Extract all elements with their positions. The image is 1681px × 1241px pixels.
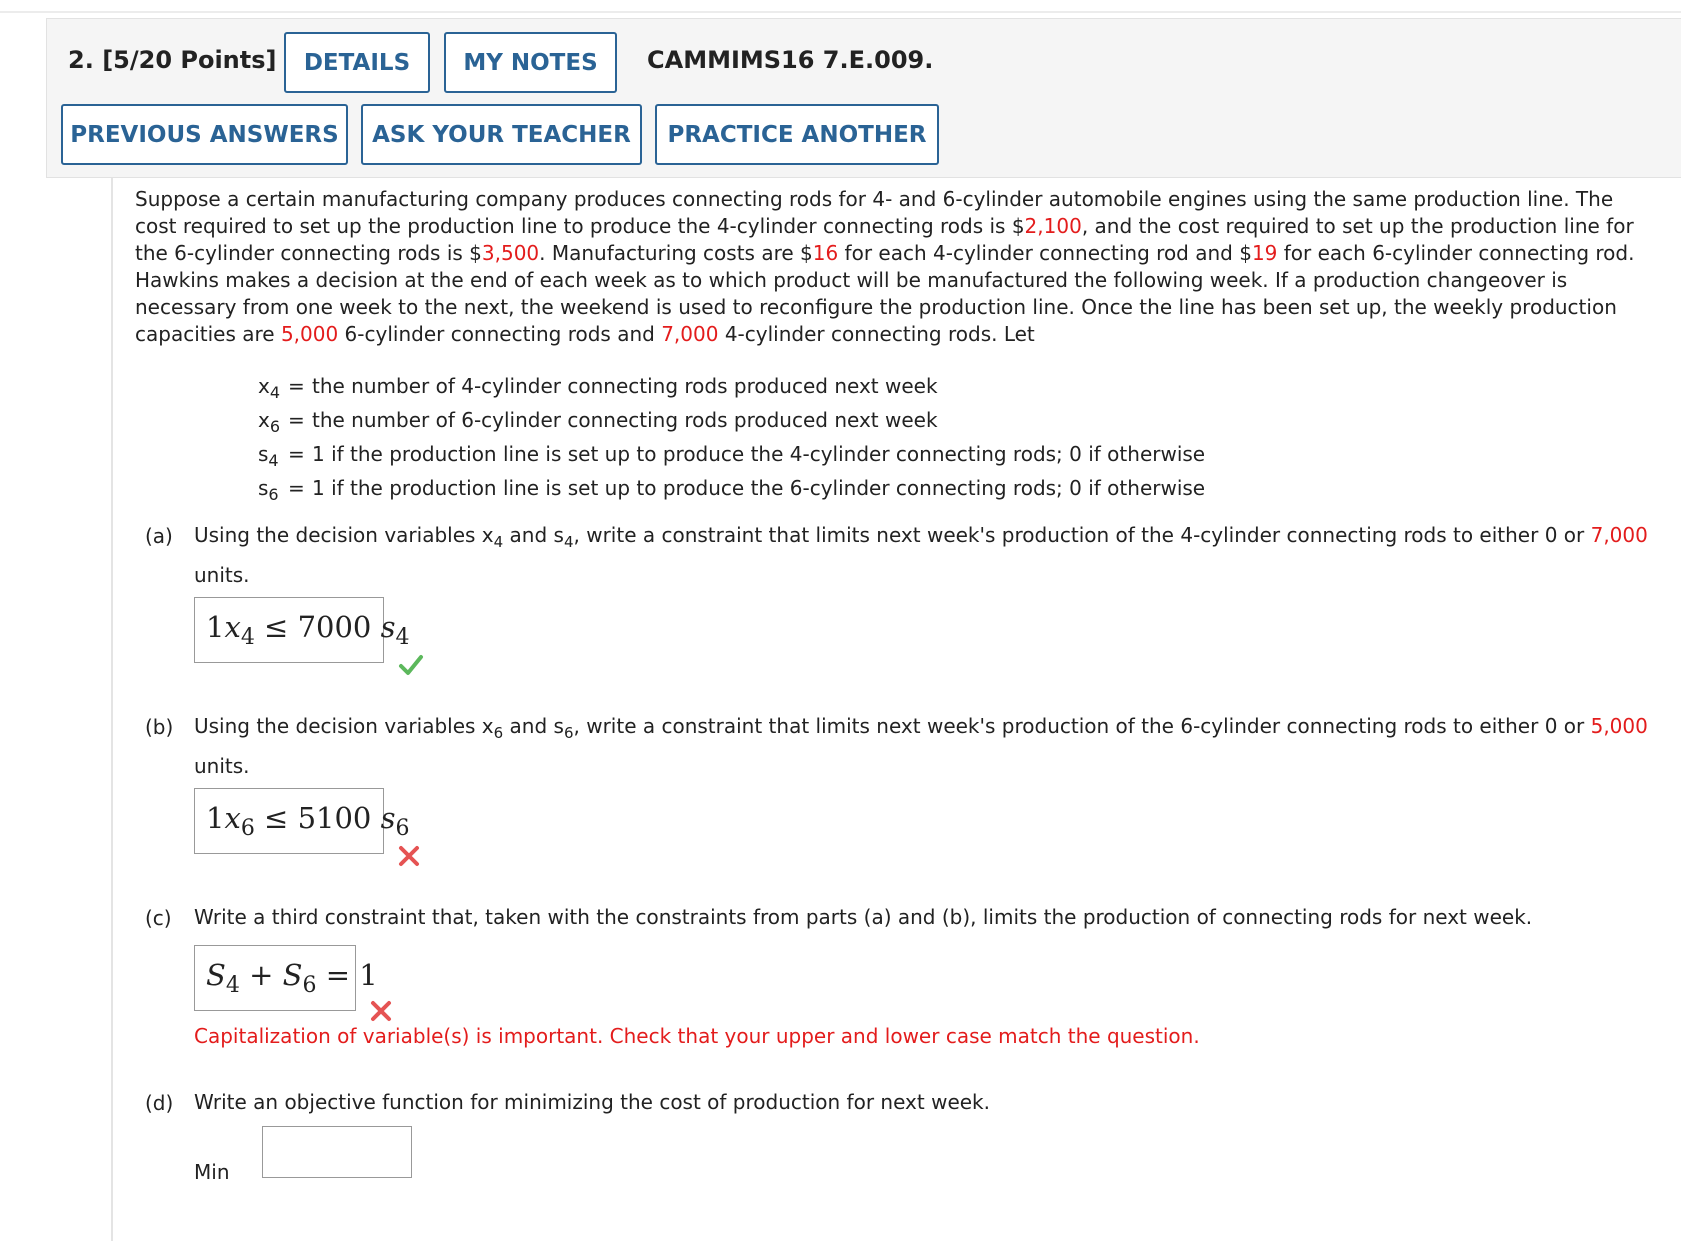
correct-check-icon (398, 652, 424, 678)
previous-answers-button[interactable]: PREVIOUS ANSWERS (61, 104, 348, 165)
part-b-prompt: Using the decision variables $x_6$ and $s_6$, write a constraint that limits next week's production of the 6-cylinder connecting rods to either 0 or 5,000 units. (194, 714, 1648, 778)
my-notes-button[interactable]: MY NOTES (444, 32, 617, 93)
details-button[interactable]: DETAILS (284, 32, 430, 93)
capacity-4: 7,000 (661, 322, 719, 346)
practice-another-button[interactable]: PRACTICE ANOTHER (655, 104, 939, 165)
definition-row: $x_6$ = the number of 6-cylinder connecting rods produced next week (258, 408, 938, 436)
min-label: Min (194, 1160, 230, 1184)
incorrect-x-icon (368, 998, 394, 1024)
top-divider (0, 11, 1681, 13)
variable-definitions (258, 369, 1205, 505)
setup-cost-4: 2,100 (1024, 214, 1082, 238)
incorrect-x-icon (396, 843, 422, 869)
content-rule (111, 178, 113, 1241)
unit-cost-4: 16 (812, 241, 839, 265)
definition-row: $s_6 = 1$ if the production line is set up to produce the 6-cylinder connecting rods; 0 if otherwise (258, 476, 1206, 504)
part-a-label: (a) (145, 524, 173, 548)
part-a-prompt: Using the decision variables $x_4$ and $s_4$, write a constraint that limits next week's production of the 4-cylinder connecting rods to either 0 or 7,000 units. (194, 523, 1648, 587)
question-points: [5/20 Points] (102, 46, 277, 74)
problem-statement: Suppose a certain manufacturing company produces connecting rods for 4- and 6-cylinder automobile engines using the same production line. The cost required to set up the production line to produce the 4-cylinder connecting rods is $2,100, and the cost required to set up the production line for the 6-cylinder connecting rods is $3,500. Manufacturing costs are $16 for each 4-cylinder connecting rod and $19 for each 6-cylinder connecting rod. Hawkins makes a decision at the end of each week as to which product will be manufactured the following week. If a production changeover is necessary from one week to the next, the weekend is used to reconfigure the production line. Once the line has been set up, the weekly production capacities are 5,000 6-cylinder connecting rods and 7,000 4-cylinder connecting rods. Let (135, 187, 1635, 346)
capitalization-error-message: Capitalization of variable(s) is important. Check that your upper and lower case match the question. (194, 1024, 1200, 1048)
part-c-label: (c) (145, 906, 172, 930)
part-c-prompt: Write a third constraint that, taken with the constraints from parts (a) and (b), limits the production of connecting rods for next week. (194, 905, 1533, 929)
part-b-label: (b) (145, 715, 174, 739)
question-code: CAMMIMS16 7.E.009. (647, 46, 934, 74)
definition-row: $x_4$ = the number of 4-cylinder connecting rods produced next week (258, 374, 938, 402)
setup-cost-6: 3,500 (481, 241, 540, 265)
objective-function-input[interactable] (262, 1126, 412, 1178)
part-a-answer-input[interactable]: $1x_4 \le 7000$ $s_4$ (194, 597, 384, 663)
part-c-answer-input[interactable]: $S_4 + S_6 = 1$ (194, 945, 356, 1011)
unit-cost-6: 19 (1251, 241, 1278, 265)
part-d-prompt: Write an objective function for minimizing the cost of production for next week. (194, 1090, 990, 1114)
ask-your-teacher-button[interactable]: ASK YOUR TEACHER (361, 104, 642, 165)
question-number: 2. [5/20 Points] (68, 46, 277, 74)
part-b-answer-input[interactable]: $1x_6 \le 5100$ $s_6$ (194, 788, 384, 854)
part-d-label: (d) (145, 1091, 174, 1115)
definition-row: $s_4 = 1$ if the production line is set up to produce the 4-cylinder connecting rods; 0 if otherwise (258, 442, 1206, 470)
capacity-6: 5,000 (280, 322, 339, 346)
